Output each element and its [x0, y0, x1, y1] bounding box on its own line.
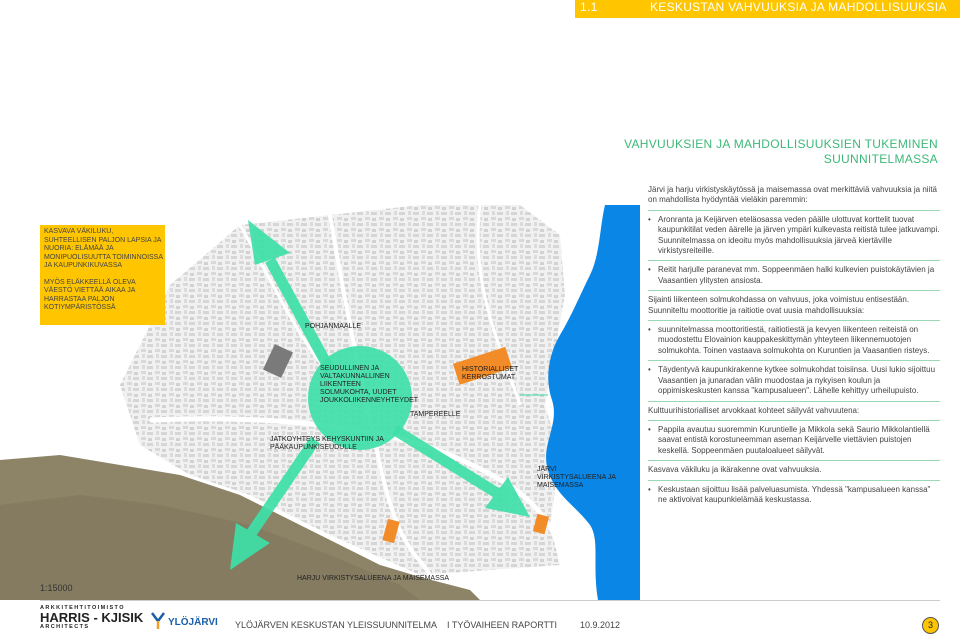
ylojarvi-logo-text: YLÖJÄRVI	[168, 617, 218, 628]
divider	[648, 210, 940, 211]
population-note-box	[40, 225, 165, 325]
footer-divider	[40, 600, 940, 601]
divider	[648, 460, 940, 461]
label-traffic-hub: SEUDULLINEN JA VALTAKUNNALLINEN LIIKENTEEN SOLMUKOHTA, UUDET JOUKKOLIIKENNEYHTEYDET	[320, 365, 419, 404]
label-historical-layers: HISTORIALLISET KERROSTUMAT	[462, 366, 519, 381]
label-pohjanmaalle: POHJANMAALLE	[305, 323, 362, 330]
subtitle-line-1: VAHVUUKSIEN JA MAHDOLLISUUKSIEN TUKEMINEN	[624, 137, 938, 151]
logo-architects-label: ARCHITECTS	[40, 624, 90, 630]
label-capital-region-link: JATKOYHTEYS KEHYSKUNTIIN JA PÄÄKAUPUNKISEUDULLE	[270, 436, 384, 451]
section-title: KESKUSTAN VAHVUUKSIA JA MAHDOLLISUUKSIA	[650, 0, 947, 14]
strengths-text	[648, 185, 940, 508]
divider	[648, 480, 940, 481]
bullet-item: • Pappila avautuu suoremmin Kuruntielle ja Mikkola sekä Saurio Mikkolantiellä saavat entistä korostuneemman aseman Keijärvelle viettävien puistojen keskellä. Soppeenmäen puutaloalueet säilyvät.	[648, 424, 930, 455]
divider	[648, 290, 940, 291]
population-note-1: KASVAVA VÄKILUKU, SUHTEELLISEN PALJON LAPSIA JA NUORIA: ELÄMÄÄ JA MONIPUOLISUUTTA TOIMINNOISSA JA KAUPUNKIKUVASSA	[44, 228, 163, 269]
section-number: 1.1	[580, 0, 598, 14]
footer-date: 10.9.2012	[580, 620, 621, 630]
label-tampereelle: TAMPEREELLE	[410, 411, 461, 418]
logo-firm-name: HARRIS - KJISIK	[40, 610, 144, 625]
footer-report-name: I TYÖVAIHEEN RAPORTTI	[447, 620, 558, 630]
page-subtitle	[624, 137, 938, 167]
divider	[648, 320, 940, 321]
divider	[648, 360, 940, 361]
label-ridge-recreation: HARJU VIRKISTYSALUEENA JA MAISEMASSA	[297, 575, 450, 582]
bullet-item: • Aronranta ja Keijärven eteläosassa veden päälle ulottuvat korttelit tuovat kaupunkitilat veden äärelle ja järven ympäri kulkevasta reitistä tulee jatkuvampi. Suunnitelmassa on ideoitu myös mahdollisuuksia järveä kiertäville virkistysreiteille.	[648, 214, 940, 256]
ylojarvi-logo	[150, 611, 218, 636]
bullet-item: • Reitit harjulle paranevat mm. Soppeenmäen halki kulkevien puistokäytävien ja Vaasantien ylitysten ansiosta.	[648, 265, 935, 285]
bullet-item: • suunnitelmassa moottoritiestä, raitiotiestä ja kevyen liikenteen reiteistä on muodostettu Elovainion kauppakeskittymän yhteyteen liikennemuotojen solmukohta. Toinen vastaava solmukohta on Kuruntien ja Vaasantien risteys.	[648, 325, 930, 355]
population-paragraph: Kasvava väkiluku ja ikärakenne ovat vahvuuksia.	[648, 465, 822, 475]
harris-kjisik-logo	[40, 605, 145, 630]
divider	[648, 260, 940, 261]
bullet-item: • Keskustaan sijoittuu lisää palveluasumista. Yhdessä "kampusalueen kanssa" ne aktivoivat kaupunkielämää keskustassa.	[648, 484, 931, 504]
footer-project-title: YLÖJÄRVEN KESKUSTAN YLEISSUUNNITELMA	[235, 620, 438, 630]
label-lake-recreation: JÄRVI VIRKISTYSALUEENA JA MAISEMASSA	[537, 466, 616, 489]
subtitle-line-2: SUUNNITELMASSA	[823, 152, 938, 166]
ylojarvi-emblem-icon	[150, 611, 166, 631]
population-note-2: MYÖS ELÄKKEELLÄ OLEVA VÄESTÖ VIETTÄÄ AIKAA JA HARRASTAA PALJON KOTIYMPÄRISTÖSSÄ	[44, 278, 136, 311]
page-number-badge: 3	[922, 617, 939, 634]
traffic-paragraph: Sijainti liikenteen solmukohdassa on vahvuus, joka voimistuu entisestään. Suunniteltu moottoritie ja raitiotie ovat uusia mahdollisuuksia:	[648, 295, 910, 315]
heritage-paragraph: Kulttuurihistorialliset arvokkaat kohteet säilyvät vahvuutena:	[648, 405, 860, 415]
divider	[648, 401, 940, 402]
intro-paragraph: Järvi ja harju virkistyskäytössä ja maisemassa ovat merkittäviä vahvuuksia ja niitä on mahdollista hyödyntää vieläkin paremmin:	[648, 185, 937, 205]
logo-office-label: ARKKITEHTITOIMISTO	[40, 605, 125, 611]
divider	[648, 420, 940, 421]
map-scale: 1:15000	[40, 583, 73, 593]
bullet-item: • Täydentyvä kaupunkirakenne kytkee solmukohdat toisiinsa. Uusi lukio sijoittuu Vaasantien ja junaradan välin muodostaa ja nykyisen koulun ja oppimiskeskusten kanssa "kampusalueen". Lähelle kehittyy urheilupuisto.	[648, 365, 936, 396]
